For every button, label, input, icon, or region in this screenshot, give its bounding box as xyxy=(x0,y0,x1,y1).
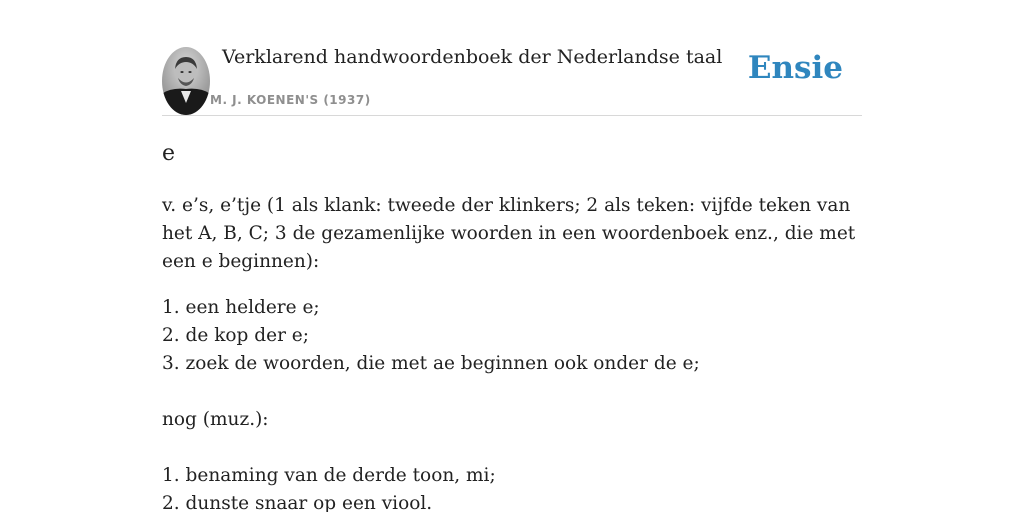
entry-body xyxy=(162,192,862,512)
example-item: 3. zoek de woorden, die met ae beginnen ook onder de e; xyxy=(162,353,700,374)
page-header xyxy=(162,44,862,116)
example-item: 1. een heldere e; xyxy=(162,297,320,318)
example-item: 2. de kop der e; xyxy=(162,325,309,346)
dictionary-author: M. J. KOENEN'S (1937) xyxy=(210,93,371,107)
entry-definition: v. e’s, e’tje (1 als klank: tweede der klinkers; 2 als teken: vijfde teken van het A, B, C; 3 de gezamenlijke woorden in een woordenboek enz., die met een e beginnen): xyxy=(162,195,856,272)
dictionary-title[interactable]: Verklarend handwoordenboek der Nederlandse taal xyxy=(222,46,723,68)
site-logo[interactable]: Ensie xyxy=(747,50,843,86)
music-sense-item: 1. benaming van de derde toon, mi; xyxy=(162,465,496,486)
entry-headword: e xyxy=(162,141,176,166)
author-portrait-icon xyxy=(162,47,210,115)
music-label: nog (muz.): xyxy=(162,409,269,430)
music-sense-item: 2. dunste snaar op een viool. xyxy=(162,493,433,512)
